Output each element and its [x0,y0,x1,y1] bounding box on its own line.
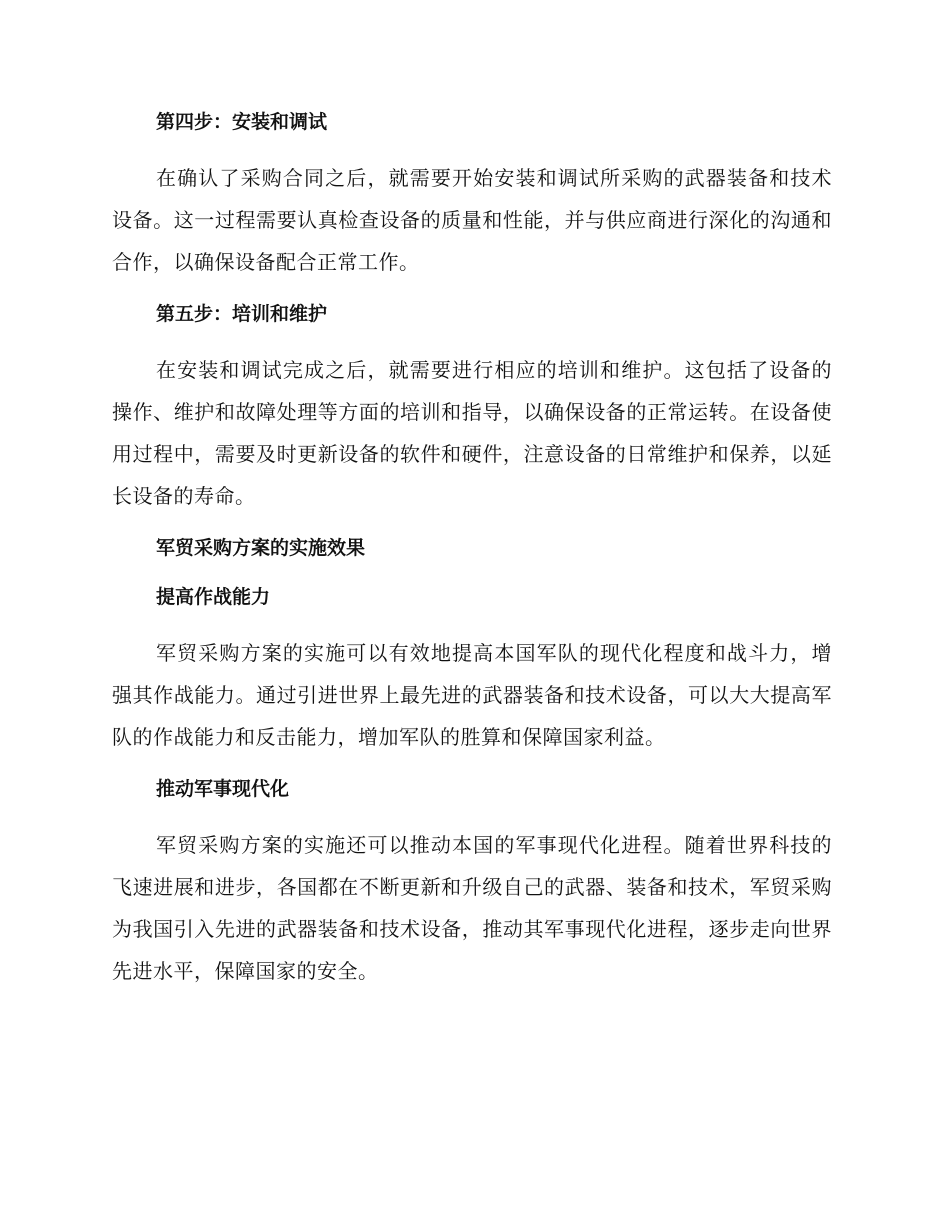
section-heading-step-four: 第四步：安装和调试 [156,111,328,133]
document-body [112,108,832,992]
section-paragraph-combat-capability: 军贸采购方案的实施可以有效地提高本国军队的现代化程度和战斗力，增强其作战能力。通过引进世界上最先进的武器装备和技术设备，可以大大提高军队的作战能力和反击能力，增加军队的胜算和保障国家利益。 [112,641,832,749]
section-paragraph-step-four: 在确认了采购合同之后，就需要开始安装和调试所采购的武器装备和技术设备。这一过程需要认真检查设备的质量和性能，并与供应商进行深化的沟通和合作，以确保设备配合正常工作。 [112,166,832,274]
section-paragraph-step-five: 在安装和调试完成之后，就需要进行相应的培训和维护。这包括了设备的操作、维护和故障处理等方面的培训和指导，以确保设备的正常运转。在设备使用过程中，需要及时更新设备的软件和硬件，注意设备的日常维护和保养，以延长设备的寿命。 [112,358,832,508]
section-paragraph-military-modernization: 军贸采购方案的实施还可以推动本国的军事现代化进程。随着世界科技的飞速进展和进步，各国都在不断更新和升级自己的武器、装备和技术，军贸采购为我国引入先进的武器装备和技术设备，推动其军事现代化进程，逐步走向世界先进水平，保障国家的安全。 [112,833,832,983]
section-heading-implementation-effects: 军贸采购方案的实施效果 [156,537,366,559]
section-heading-military-modernization: 推动军事现代化 [156,778,290,800]
section-heading-step-five: 第五步：培训和维护 [156,303,328,325]
section-heading-combat-capability: 提高作战能力 [156,586,271,608]
